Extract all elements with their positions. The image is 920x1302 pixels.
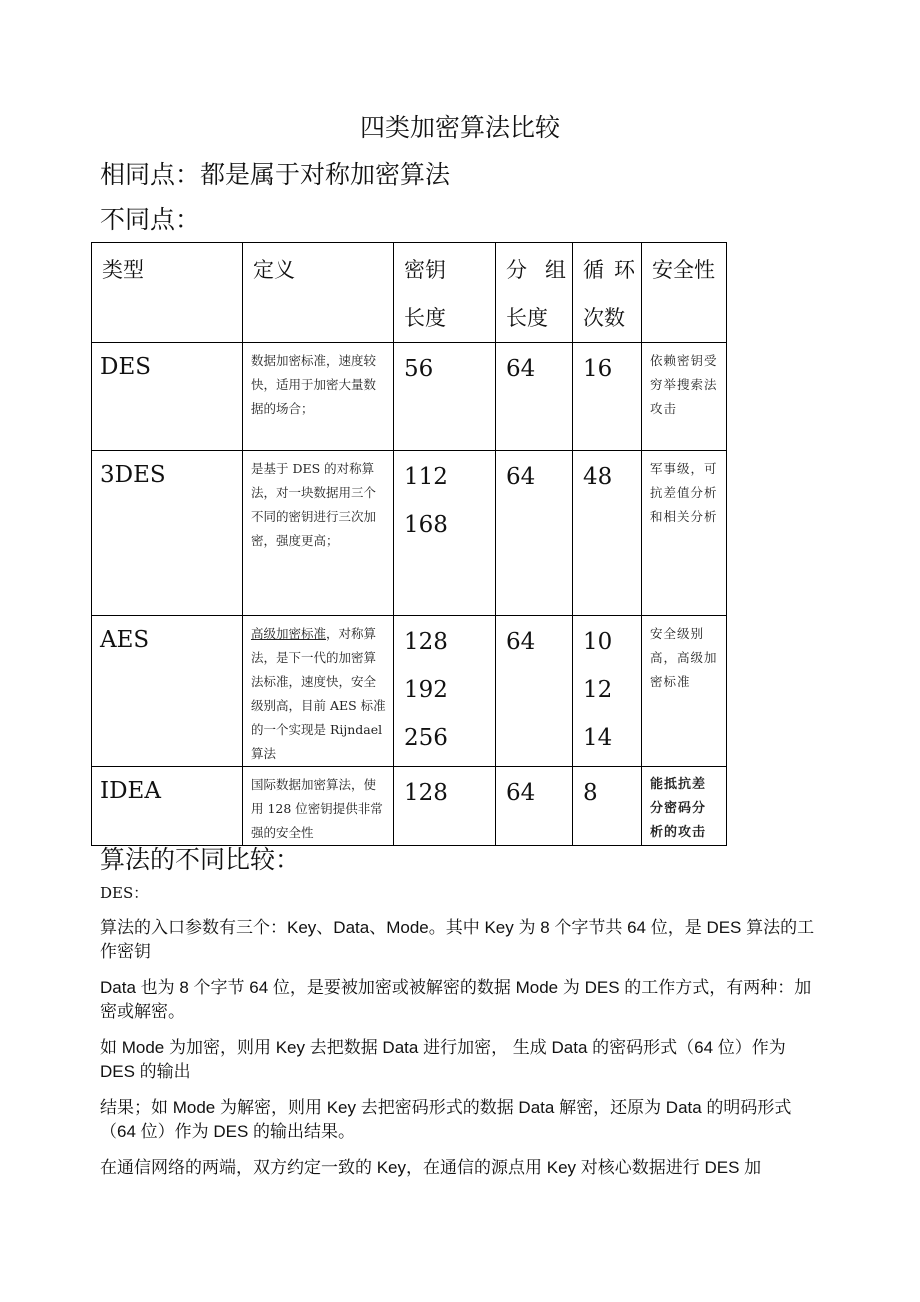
row-block-length: 64 xyxy=(496,343,573,451)
row-security: 依赖密钥受穷举搜索法攻击 xyxy=(642,343,727,451)
row-type: DES xyxy=(92,343,243,451)
header-block-length: 分 组 长度 xyxy=(496,243,573,343)
table-row xyxy=(92,451,727,616)
row-key-length: 112 168 xyxy=(394,451,496,616)
row-rounds: 8 xyxy=(573,767,642,846)
row-key-length: 128 192 256 xyxy=(394,616,496,767)
header-definition: 定义 xyxy=(243,243,394,343)
table-row xyxy=(92,343,727,451)
header-rounds: 循 环 次数 xyxy=(573,243,642,343)
page-title: 四类加密算法比较 xyxy=(359,113,560,142)
row-rounds: 48 xyxy=(573,451,642,616)
row-block-length: 64 xyxy=(496,451,573,616)
table-header-row xyxy=(92,243,727,343)
row-rounds: 16 xyxy=(573,343,642,451)
row-definition: 数据加密标准，速度较快，适用于加密大量数据的场合； xyxy=(243,343,394,451)
row-type: AES xyxy=(92,616,243,767)
same-point-heading: 相同点：都是属于对称加密算法 xyxy=(100,160,451,189)
row-definition: 高级加密标准，对称算法，是下一代的加密算法标准，速度快，安全级别高，目前 AES 标准的一个实现是 Rijndael 算法 xyxy=(243,616,394,767)
paragraph: Data 也为 8 个字节 64 位，是要被加密或被解密的数据 Mode 为 DES 的工作方式，有两种：加密或解密。 xyxy=(100,978,812,1021)
table-row xyxy=(92,767,727,846)
row-definition: 国际数据加密算法，使用 128 位密钥提供非常强的安全性 xyxy=(243,767,394,846)
aes-standard-link: 高级加密标准 xyxy=(251,626,327,641)
paragraph: 如 Mode 为加密，则用 Key 去把数据 Data 进行加密， 生成 Data 的密码形式（64 位）作为 DES 的输出 xyxy=(100,1038,786,1081)
row-security: 能抵抗差分密码分析的攻击 xyxy=(642,767,727,846)
header-security: 安全性 xyxy=(642,243,727,343)
compare-heading: 算法的不同比较： xyxy=(100,845,301,874)
paragraph: 结果；如 Mode 为解密，则用 Key 去把密码形式的数据 Data 解密，还原为 Data 的明码形式（64 位）作为 DES 的输出结果。 xyxy=(100,1098,792,1141)
row-block-length: 64 xyxy=(496,616,573,767)
paragraph: 算法的入口参数有三个：Key、Data、Mode。其中 Key 为 8 个字节共 64 位，是 DES 算法的工作密钥 xyxy=(100,918,815,961)
row-security: 安全级别高，高级加密标准 xyxy=(642,616,727,767)
row-key-length: 56 xyxy=(394,343,496,451)
comparison-table xyxy=(91,242,727,846)
row-type: 3DES xyxy=(92,451,243,616)
row-definition: 是基于 DES 的对称算法，对一块数据用三个不同的密钥进行三次加密，强度更高； xyxy=(243,451,394,616)
diff-point-heading: 不同点： xyxy=(100,205,201,234)
header-type: 类型 xyxy=(92,243,243,343)
row-key-length: 128 xyxy=(394,767,496,846)
header-key-length: 密钥 长度 xyxy=(394,243,496,343)
row-type: IDEA xyxy=(92,767,243,846)
row-block-length: 64 xyxy=(496,767,573,846)
table-row xyxy=(92,616,727,767)
des-label: DES： xyxy=(100,884,149,902)
paragraph: 在通信网络的两端，双方约定一致的 Key，在通信的源点用 Key 对核心数据进行 DES 加 xyxy=(100,1158,762,1177)
row-rounds: 10 12 14 xyxy=(573,616,642,767)
row-security: 军事级，可抗差值分析和相关分析 xyxy=(642,451,727,616)
